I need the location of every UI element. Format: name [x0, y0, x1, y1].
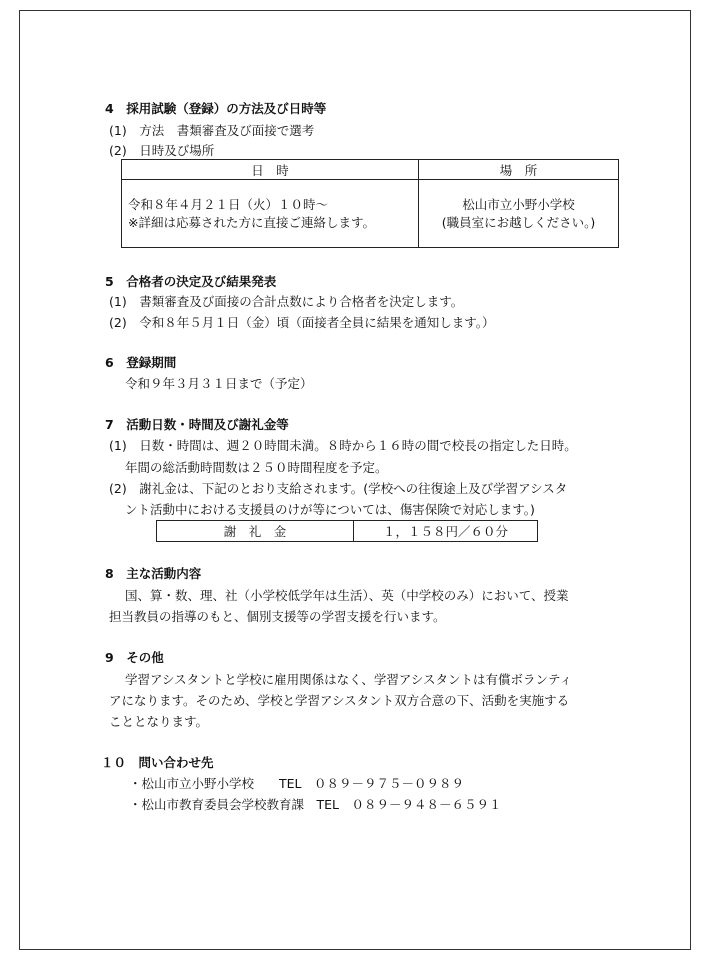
document-page	[19, 10, 691, 950]
section-6-text: 令和９年３月３１日まで（予定）	[125, 376, 313, 391]
section-9-line-1: 学習アシスタントと学校に雇用関係はなく、学習アシスタントは有償ボランティ	[125, 672, 573, 687]
section-8-heading: 8 主な活動内容	[105, 566, 202, 581]
section-5-item-1: (1) 書類審査及び面接の合計点数により合格者を決定します。	[109, 294, 464, 309]
section-8-line-2: 担当教員の指導のもと、個別支援等の学習支援を行います。	[109, 609, 446, 624]
schedule-table	[121, 159, 619, 248]
section-4-heading: 4 採用試験（登録）の方法及び日時等	[105, 101, 327, 116]
section-7-heading: 7 活動日数・時間及び謝礼金等	[105, 417, 289, 432]
section-5-item-2: (2) 令和８年５月１日（金）頃（面接者全員に結果を通知します。）	[109, 315, 495, 330]
schedule-datetime-cell	[122, 180, 419, 248]
section-5-heading: 5 合格者の決定及び結果発表	[105, 274, 277, 289]
section-4-item-1: (1) 方法 書類審査及び面接で選考	[109, 123, 315, 138]
section-9-heading: 9 その他	[105, 650, 164, 665]
schedule-header-datetime: 日 時	[122, 160, 419, 180]
schedule-header-place: 場 所	[419, 160, 619, 180]
section-7-item-2-line-2: ント活動中における支援員のけが等については、傷害保険で対応します。)	[125, 502, 535, 517]
section-4-item-2: (2) 日時及び場所	[109, 143, 215, 158]
fee-label: 謝 礼 金	[157, 521, 354, 542]
section-7-item-2-line-1: (2) 謝礼金は、下記のとおり支給されます。(学校への往復途上及び学習アシスタ	[109, 481, 568, 496]
contact-school: ・松山市立小野小学校 TEL ０８９－９７５－０９８９	[129, 776, 464, 791]
section-7-item-1-line-1: (1) 日数・時間は、週２０時間未満。８時から１６時の間で校長の指定した日時。	[109, 438, 577, 453]
fee-table	[156, 520, 538, 542]
schedule-datetime-line-1: 令和８年４月２１日（火）１０時～	[128, 196, 329, 212]
schedule-place-cell	[419, 180, 619, 248]
section-7-item-1-line-2: 年間の総活動時間数は２５０時間程度を予定。	[125, 460, 388, 475]
section-9-line-3: こととなります。	[109, 714, 209, 729]
section-10-heading: １０ 問い合わせ先	[101, 755, 214, 770]
contact-education-board: ・松山市教育委員会学校教育課 TEL ０８９－９４８－６５９１	[129, 797, 502, 812]
schedule-place-line-2: (職員室にお越しください。)	[441, 214, 596, 230]
fee-value: １，１５８円／６０分	[354, 521, 538, 542]
section-9-line-2: アになります。そのため、学校と学習アシスタント双方合意の下、活動を実施する	[109, 693, 570, 708]
section-8-line-1: 国、算・数、理、社（小学校低学年は生活）、英（中学校のみ）において、授業	[125, 588, 569, 603]
section-6-heading: 6 登録期間	[105, 355, 177, 370]
schedule-datetime-line-2: ※詳細は応募された方に直接ご連絡します。	[128, 214, 375, 230]
schedule-place-line-1: 松山市立小野小学校	[462, 196, 575, 212]
